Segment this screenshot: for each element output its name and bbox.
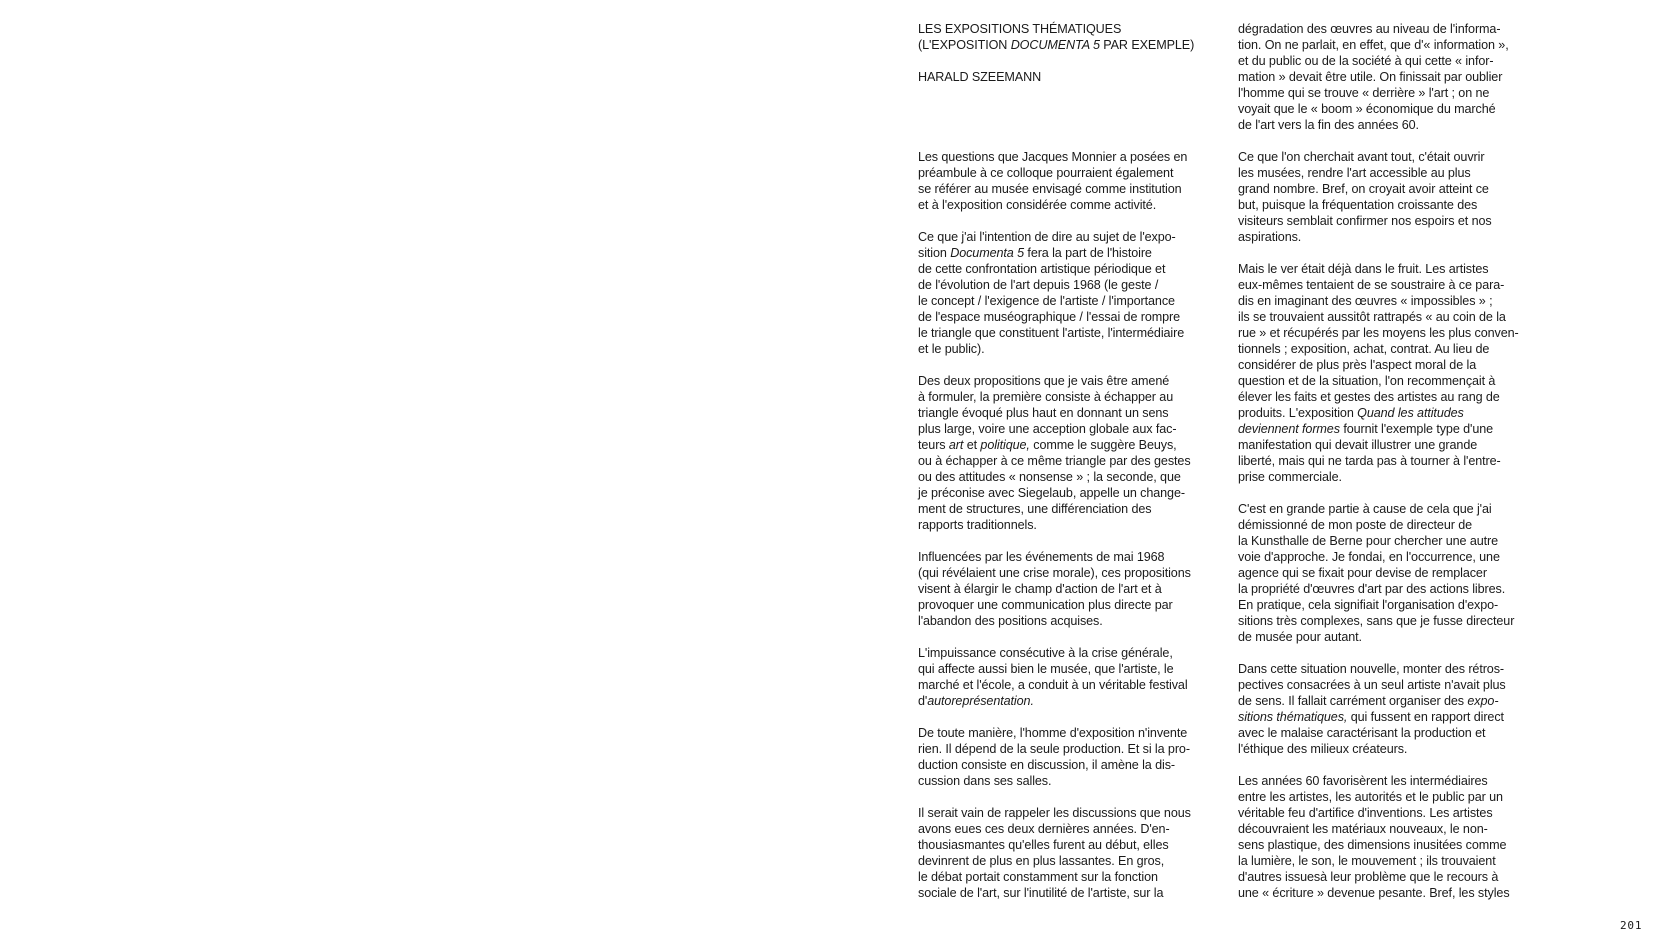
text-line: Il serait vain de rappeler les discussions que nous — [918, 806, 1191, 820]
text-line: découvraient les matériaux nouveaux, le non- — [1238, 822, 1488, 836]
text-line: élever les faits et gestes des artistes au rang de — [1238, 390, 1500, 404]
text-line: De toute manière, l'homme d'exposition n'invente — [918, 726, 1188, 740]
text-line — [1238, 645, 1528, 661]
text-line: aspirations. — [1238, 230, 1302, 244]
text-line: voie d'approche. Je fondai, en l'occurrence, une — [1238, 550, 1500, 564]
text-line — [1238, 245, 1528, 261]
text-line: ils se trouvaient aussitôt rattrapés « au coin de la — [1238, 310, 1506, 324]
text-line: Les questions que Jacques Monnier a posées en — [918, 150, 1188, 164]
text-line — [918, 533, 1208, 549]
text-line: eux-mêmes tentaient de se soustraire à ce para- — [1238, 278, 1505, 292]
text-line: de musée pour autant. — [1238, 630, 1362, 644]
text-line: Ce que j'ai l'intention de dire au sujet de l'expo- — [918, 230, 1176, 244]
text-line: la Kunsthalle de Berne pour chercher une autre — [1238, 534, 1499, 548]
text-line: (qui révélaient une crise morale), ces propositions — [918, 566, 1191, 580]
text-line: Influencées par les événements de mai 1968 — [918, 550, 1165, 564]
text-line: but, puisque la fréquentation croissante des — [1238, 198, 1478, 212]
right-column — [1238, 21, 1528, 901]
text-line: les musées, rendre l'art accessible au plus — [1238, 166, 1471, 180]
text-line: d'autres issuesà leur problème que le recours à — [1238, 870, 1499, 884]
text-line: la propriété d'œuvres d'art par des actions libres. — [1238, 582, 1506, 596]
text-line: plus large, voire une acception globale aux fac- — [918, 422, 1177, 436]
text-line: je préconise avec Siegelaub, appelle un change- — [918, 486, 1185, 500]
text-line: avec le malaise caractérisant la production et — [1238, 726, 1486, 740]
text-line: à formuler, la première consiste à échapper au — [918, 390, 1174, 404]
chapter-subtitle: (L'EXPOSITION DOCUMENTA 5 PAR EXEMPLE) — [918, 38, 1195, 52]
text-line: duction consiste en discussion, il amène la dis- — [918, 758, 1176, 772]
text-line: Des deux propositions que je vais être amené — [918, 374, 1170, 388]
text-line: véritable feu d'artifice d'inventions. Les artistes — [1238, 806, 1493, 820]
text-line — [1238, 485, 1528, 501]
text-line: Ce que l'on cherchait avant tout, c'était ouvrir — [1238, 150, 1485, 164]
text-line: mation » devait être utile. On finissait par oublier — [1238, 70, 1503, 84]
text-line: le concept / l'exigence de l'artiste / l'importance — [918, 294, 1175, 308]
text-line: dégradation des œuvres au niveau de l'informa- — [1238, 22, 1501, 36]
text-line: ou des attitudes « nonsense » ; la seconde, que — [918, 470, 1181, 484]
left-column — [918, 21, 1208, 901]
text-line: le triangle que constituent l'artiste, l'intermédiaire — [918, 326, 1185, 340]
text-line: visiteurs semblait confirmer nos espoirs et nos — [1238, 214, 1492, 228]
text-line: de l'évolution de l'art depuis 1968 (le geste / — [918, 278, 1159, 292]
text-line: le débat portait constamment sur la fonction — [918, 870, 1158, 884]
text-line: C'est en grande partie à cause de cela que j'ai — [1238, 502, 1492, 516]
text-line: pectives consacrées à un seul artiste n'avait plus — [1238, 678, 1506, 692]
text-line: l'abandon des positions acquises. — [918, 614, 1103, 628]
text-line — [918, 213, 1208, 229]
text-line: devinrent de plus en plus lassantes. En gros, — [918, 854, 1165, 868]
text-line: d'autoreprésentation. — [918, 694, 1034, 708]
text-line: L'impuissance consécutive à la crise générale, — [918, 646, 1173, 660]
text-line: question et de la situation, l'on recommençait à — [1238, 374, 1496, 388]
text-line: marché et l'école, a conduit à un véritable festival — [918, 678, 1188, 692]
text-line: l'éthique des milieux créateurs. — [1238, 742, 1408, 756]
text-line: teurs art et politique, comme le suggère Beuys, — [918, 438, 1177, 452]
author-name: HARALD SZEEMANN — [918, 70, 1042, 84]
text-line: se référer au musée envisagé comme institution — [918, 182, 1182, 196]
text-line: sitions thématiques, qui fussent en rapport direct — [1238, 710, 1504, 724]
text-line: produits. L'exposition Quand les attitudes — [1238, 406, 1464, 420]
text-line: En pratique, cela signifiait l'organisation d'expo- — [1238, 598, 1499, 612]
text-line: et le public). — [918, 342, 985, 356]
text-line — [918, 629, 1208, 645]
text-line: de l'espace muséographique / l'essai de rompre — [918, 310, 1181, 324]
text-line: sitions très complexes, sans que je fusse directeur — [1238, 614, 1515, 628]
text-line: Les années 60 favorisèrent les intermédiaires — [1238, 774, 1488, 788]
text-line: tion. On ne parlait, en effet, que d'« information », — [1238, 38, 1509, 52]
text-line: de cette confrontation artistique périodique et — [918, 262, 1166, 276]
page-number: 201 — [1620, 919, 1643, 932]
text-line: liberté, mais qui ne tarda pas à tourner à l'entre- — [1238, 454, 1501, 468]
right-column-body — [1238, 21, 1528, 901]
text-line: visent à élargir le champ d'action de l'art et à — [918, 582, 1162, 596]
text-line: de l'art vers la fin des années 60. — [1238, 118, 1419, 132]
text-line: rien. Il dépend de la seule production. Et si la pro- — [918, 742, 1190, 756]
text-line: rapports traditionnels. — [918, 518, 1037, 532]
text-line: cussion dans ses salles. — [918, 774, 1052, 788]
text-line: dis en imaginant des œuvres « impossibles » ; — [1238, 294, 1493, 308]
text-line: sociale de l'art, sur l'inutilité de l'artiste, sur la — [918, 886, 1164, 900]
text-line: Dans cette situation nouvelle, monter des rétros- — [1238, 662, 1505, 676]
text-line: agence qui se fixait pour devise de remplacer — [1238, 566, 1487, 580]
text-line: rue » et récupérés par les moyens les plus conven- — [1238, 326, 1519, 340]
text-line: manifestation qui devait illustrer une grande — [1238, 438, 1478, 452]
text-line: considérer de plus près l'aspect moral de la — [1238, 358, 1477, 372]
text-line: thousiasmantes qu'elles furent au début, elles — [918, 838, 1169, 852]
text-line: Mais le ver était déjà dans le fruit. Les artistes — [1238, 262, 1489, 276]
text-line: sens plastique, des dimensions inusitées comme — [1238, 838, 1507, 852]
left-column-body — [918, 149, 1208, 901]
text-line: provoquer une communication plus directe par — [918, 598, 1173, 612]
text-line — [918, 357, 1208, 373]
chapter-title: LES EXPOSITIONS THÉMATIQUES — [918, 22, 1122, 36]
text-line: démissionné de mon poste de directeur de — [1238, 518, 1473, 532]
text-line: tionnels ; exposition, achat, contrat. Au lieu de — [1238, 342, 1490, 356]
text-line: grand nombre. Bref, on croyait avoir atteint ce — [1238, 182, 1489, 196]
text-line: préambule à ce colloque pourraient également — [918, 166, 1174, 180]
text-line — [918, 709, 1208, 725]
text-line: entre les artistes, les autorités et le public par un — [1238, 790, 1503, 804]
text-line — [1238, 133, 1528, 149]
text-line: l'homme qui se trouve « derrière » l'art ; on ne — [1238, 86, 1490, 100]
text-line: avons eues ces deux dernières années. D'en- — [918, 822, 1170, 836]
text-line: sition Documenta 5 fera la part de l'histoire — [918, 246, 1152, 260]
text-line: et à l'exposition considérée comme activité. — [918, 198, 1157, 212]
text-line: une « écriture » devenue pesante. Bref, les styles — [1238, 886, 1510, 900]
text-line — [1238, 757, 1528, 773]
text-line: voyait que le « boom » économique du marché — [1238, 102, 1496, 116]
text-line: qui affecte aussi bien le musée, que l'artiste, le — [918, 662, 1174, 676]
text-line: de sens. Il fallait carrément organiser des expo- — [1238, 694, 1499, 708]
text-line: prise commerciale. — [1238, 470, 1342, 484]
text-line: et du public ou de la société à qui cette « infor- — [1238, 54, 1494, 68]
text-line: triangle évoqué plus haut en donnant un sens — [918, 406, 1169, 420]
text-line: la lumière, le son, le mouvement ; ils trouvaient — [1238, 854, 1496, 868]
text-line — [918, 789, 1208, 805]
text-line: deviennent formes fournit l'exemple type d'une — [1238, 422, 1494, 436]
text-line: ment de structures, une différenciation des — [918, 502, 1152, 516]
text-line: ou à échapper à ce même triangle par des gestes — [918, 454, 1191, 468]
